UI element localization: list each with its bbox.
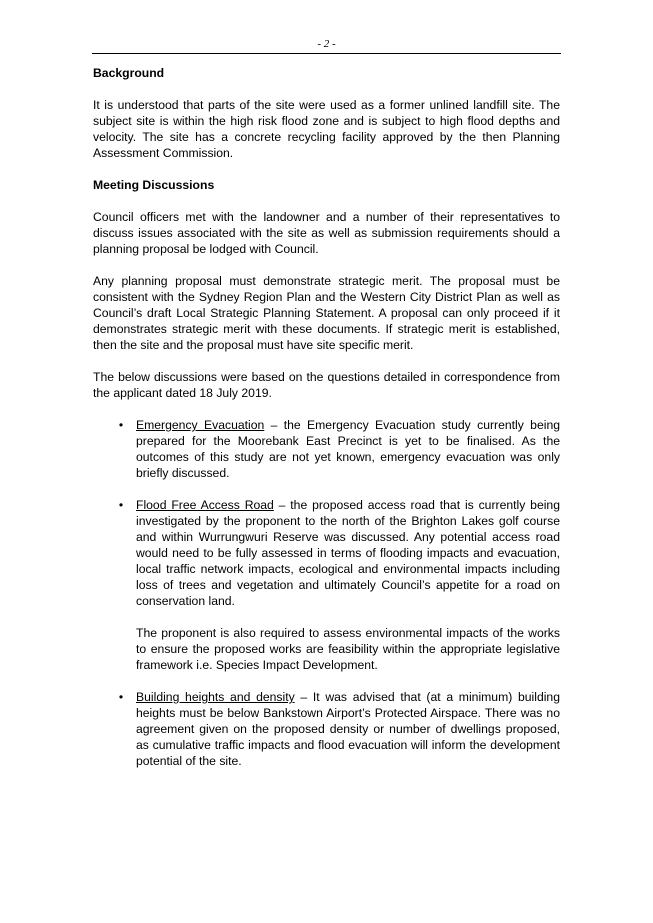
meeting-paragraph-strategic-merit: Any planning proposal must demonstrate strategic merit. The proposal must be consistent with the Sydney Region Plan and the Western City District Plan as well as Council’s draft Local Strategic Planning Statement. A proposal can only proceed if it demonstrates strategic merit with these documents. If strategic merit is established, then the site and the proposal must have site specific merit. [93,274,560,352]
bullet-icon: • [118,418,124,432]
discussion-list [93,417,560,769]
meeting-paragraph-correspondence: The below discussions were based on the questions detailed in correspondence from the applicant dated 18 July 2019. [93,370,560,400]
bullet-text: – the Emergency Evacuation study currently being prepared for the Moorebank East Precinct is yet to be finalised. As the outcomes of this study are not yet known, emergency evacuation was only briefly discussed. [136,418,560,480]
meeting-discussions-heading: Meeting Discussions [93,178,215,192]
bullet-paragraph [136,689,560,769]
list-item-emergency-evacuation [93,417,560,481]
bullet-paragraph [136,497,560,609]
bullet-icon: • [118,498,124,512]
list-item-building-heights [93,689,560,769]
background-heading: Background [93,66,165,80]
bullet-text: – It was advised that (at a minimum) building heights must be below Bankstown Airport’s Protected Airspace. There was no agreement given on the proposed density or number of dwellings proposed, as cumulative traffic impacts and flood evacuation will inform the development potential of the site. [136,690,560,768]
bullet-paragraph [136,417,560,481]
list-item-flood-free-access-road [93,497,560,673]
background-paragraph: It is understood that parts of the site were used as a former unlined landfill site. The subject site is within the high risk flood zone and is subject to high flood depths and velocity. The site has a concrete recycling facility approved by the then Planning Assessment Commission. [93,98,560,160]
page-number: - 2 - [317,38,336,50]
bullet-term: Flood Free Access Road [136,498,274,512]
bullet-term: Emergency Evacuation [136,418,265,432]
header-rule [92,53,561,54]
meeting-paragraph-attendance: Council officers met with the landowner and a number of their representatives to discuss issues associated with the site as well as submission requirements should a planning proposal be lodged with Council. [93,210,560,256]
bullet-text: – the proposed access road that is currently being investigated by the proponent to the north of the Brighton Lakes golf course and within Wurrungwuri Reserve was discussed. Any potential access road would need to be fully assessed in terms of flooding impacts and evacuation, local traffic network impacts, ecological and environmental impacts including loss of trees and vegetation and ultimately Council’s appetite for a road on conservation land. [136,498,560,608]
bullet-icon: • [118,690,124,704]
bullet-body [136,417,560,481]
bullet-term: Building heights and density [136,690,295,704]
document-body [93,65,560,785]
bullet-body [136,689,560,769]
bullet-body [136,497,560,673]
bullet-extra-paragraph: The proponent is also required to assess environmental impacts of the works to ensure the proposed works are feasibility within the appropriate legislative framework i.e. Species Impact Development. [136,626,560,672]
